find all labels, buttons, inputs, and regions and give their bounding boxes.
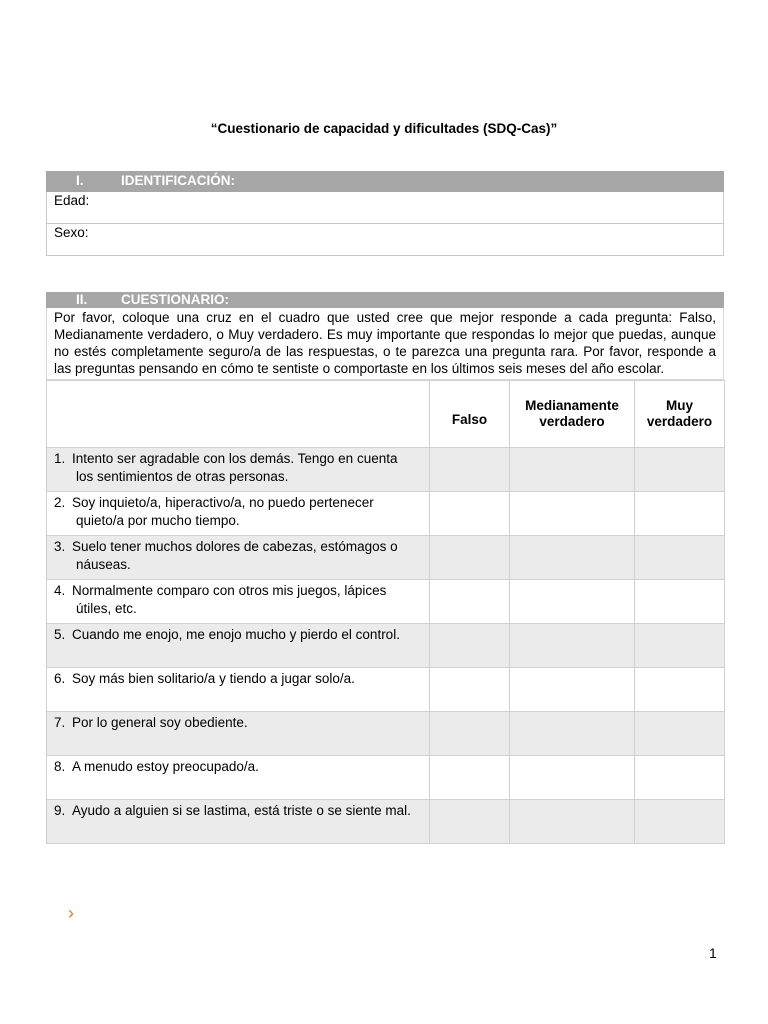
question-number: 1. xyxy=(54,451,66,466)
answer-falso-cell[interactable] xyxy=(430,624,510,668)
table-row xyxy=(47,536,725,580)
table-row xyxy=(47,580,725,624)
answer-medianamente-cell[interactable] xyxy=(510,800,635,844)
identification-section xyxy=(46,171,724,256)
question-number: 7. xyxy=(54,715,66,730)
question-cell xyxy=(47,668,430,712)
question-column-header xyxy=(47,381,430,448)
question-text: A menudo estoy preocupado/a. xyxy=(72,759,259,774)
question-cell xyxy=(47,800,430,844)
chevron-right-icon[interactable]: › xyxy=(68,903,74,923)
age-field[interactable] xyxy=(46,192,724,224)
answer-medianamente-cell[interactable] xyxy=(510,756,635,800)
question-text: Soy más bien solitario/a y tiendo a jugar solo/a. xyxy=(72,671,355,686)
question-number: 3. xyxy=(54,539,66,554)
column-header-label: verdadero xyxy=(646,414,713,429)
answer-falso-cell[interactable] xyxy=(430,448,510,492)
questionnaire-section xyxy=(46,292,724,844)
question-cell xyxy=(47,756,430,800)
table-row xyxy=(47,712,725,756)
answer-falso-cell[interactable] xyxy=(430,668,510,712)
question-text: Cuando me enojo, me enojo mucho y pierdo el control. xyxy=(72,627,400,642)
question-text-cont: náuseas. xyxy=(76,557,131,572)
answer-muy-cell[interactable] xyxy=(635,448,725,492)
answer-falso-cell[interactable] xyxy=(430,492,510,536)
question-text: Normalmente comparo con otros mis juegos, lápices xyxy=(72,583,387,598)
column-header-muy xyxy=(635,381,725,448)
questionnaire-table xyxy=(46,380,725,844)
column-header-label: Falso xyxy=(451,412,488,427)
answer-muy-cell[interactable] xyxy=(635,580,725,624)
answer-muy-cell[interactable] xyxy=(635,536,725,580)
section-heading: CUESTIONARIO: xyxy=(121,292,229,307)
identification-header xyxy=(46,171,724,192)
question-cell xyxy=(47,492,430,536)
question-cell xyxy=(47,580,430,624)
answer-muy-cell[interactable] xyxy=(635,712,725,756)
answer-medianamente-cell[interactable] xyxy=(510,580,635,624)
question-number: 4. xyxy=(54,583,66,598)
table-row xyxy=(47,492,725,536)
answer-falso-cell[interactable] xyxy=(430,756,510,800)
question-text: Ayudo a alguien si se lastima, está triste o se siente mal. xyxy=(72,803,411,818)
question-number: 5. xyxy=(54,627,66,642)
page-number: 1 xyxy=(709,945,717,961)
answer-falso-cell[interactable] xyxy=(430,712,510,756)
question-number: 6. xyxy=(54,671,66,686)
column-header-label: verdadero xyxy=(539,414,605,429)
table-header-row xyxy=(47,381,725,448)
answer-muy-cell[interactable] xyxy=(635,492,725,536)
answer-falso-cell[interactable] xyxy=(430,800,510,844)
answer-muy-cell[interactable] xyxy=(635,668,725,712)
question-cell xyxy=(47,712,430,756)
answer-muy-cell[interactable] xyxy=(635,624,725,668)
column-header-label: Medianamente xyxy=(525,398,619,413)
document-title: “Cuestionario de capacidad y dificultades (SDQ-Cas)” xyxy=(210,121,558,136)
question-text: Intento ser agradable con los demás. Tengo en cuenta xyxy=(72,451,398,466)
question-number: 8. xyxy=(54,759,66,774)
question-text: Soy inquieto/a, hiperactivo/a, no puedo pertenecer xyxy=(72,495,374,510)
question-number: 2. xyxy=(54,495,66,510)
column-header-label: Muy xyxy=(666,398,693,413)
question-text: Por lo general soy obediente. xyxy=(72,715,248,730)
answer-muy-cell[interactable] xyxy=(635,756,725,800)
column-header-falso xyxy=(430,381,510,448)
answer-medianamente-cell[interactable] xyxy=(510,492,635,536)
answer-falso-cell[interactable] xyxy=(430,580,510,624)
age-label: Edad: xyxy=(54,193,90,208)
question-number: 9. xyxy=(54,803,66,818)
table-row xyxy=(47,756,725,800)
question-cell xyxy=(47,624,430,668)
section-heading: IDENTIFICACIÓN: xyxy=(121,173,235,188)
table-row xyxy=(47,448,725,492)
answer-medianamente-cell[interactable] xyxy=(510,668,635,712)
answer-medianamente-cell[interactable] xyxy=(510,624,635,668)
sex-label: Sexo: xyxy=(54,225,89,240)
section-number: II. xyxy=(76,292,88,307)
table-row xyxy=(47,624,725,668)
instructions-text: Por favor, coloque una cruz en el cuadro que usted cree que mejor responde a cada pregunta: Falso, Medianamente verdadero, o Muy verdadero. Es muy importante que respondas lo mejor que puedas, aunque no estés completamente seguro/a de las respuestas, o te parezca una pregunta rara. Por favor, responde a las preguntas pensando en cómo te sentiste o comportaste en los últimos seis meses del año escolar. xyxy=(46,308,724,380)
question-text-cont: quieto/a por mucho tiempo. xyxy=(76,513,240,528)
table-row xyxy=(47,668,725,712)
sex-field[interactable] xyxy=(46,224,724,256)
question-cell xyxy=(47,536,430,580)
column-header-medianamente xyxy=(510,381,635,448)
question-text-cont: útiles, etc. xyxy=(76,601,137,616)
question-text-cont: los sentimientos de otras personas. xyxy=(76,469,289,484)
questionnaire-header xyxy=(46,292,724,308)
answer-medianamente-cell[interactable] xyxy=(510,448,635,492)
answer-muy-cell[interactable] xyxy=(635,800,725,844)
question-text: Suelo tener muchos dolores de cabezas, estómagos o xyxy=(72,539,398,554)
table-row xyxy=(47,800,725,844)
section-number: I. xyxy=(76,173,84,188)
question-cell xyxy=(47,448,430,492)
answer-medianamente-cell[interactable] xyxy=(510,712,635,756)
answer-falso-cell[interactable] xyxy=(430,536,510,580)
answer-medianamente-cell[interactable] xyxy=(510,536,635,580)
